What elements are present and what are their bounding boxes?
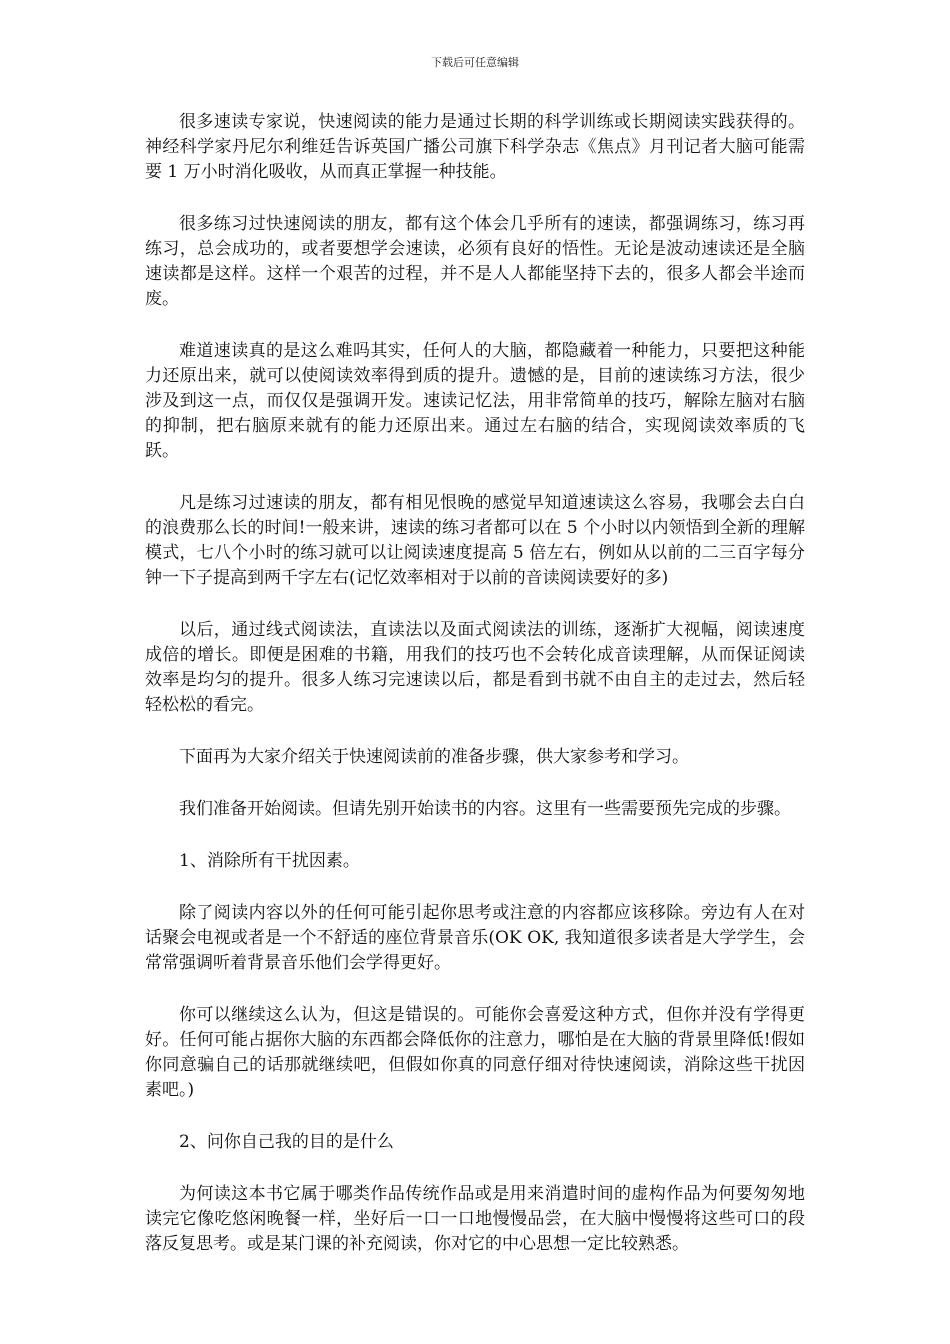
paragraph: 凡是练习过速读的朋友，都有相见恨晚的感觉早知道速读这么容易，我哪会去白白的浪费那么长的时间!一般来讲，速读的练习者都可以在 5 个小时以内领悟到全新的理解模式，七八个小时的练习就可以让阅读速度提高 5 倍左右，例如从以前的二三百字每分钟一下子提高到两千字左右(记忆效率相对于以前的音读阅读要好的多) <box>145 493 805 588</box>
page-header: 下载后可任意编辑 <box>431 56 519 69</box>
document-body <box>145 110 805 1284</box>
paragraph: 你可以继续这么认为，但这是错误的。可能你会喜爱这种方式，但你并没有学得更好。任何可能占据你大脑的东西都会降低你的注意力，哪怕是在大脑的背景里降低!假如你同意骗自己的话那就继续吧，但假如你真的同意仔细对待快速阅读，消除这些干扰因素吧。) <box>145 1005 805 1100</box>
paragraph: 除了阅读内容以外的任何可能引起你思考或注意的内容都应该移除。旁边有人在对话聚会电视或者是一个不舒适的座位背景音乐(OK OK, 我知道很多读者是大学学生，会常常强调听着背景音乐他们会学得更好。 <box>145 903 805 973</box>
section-heading: 1、消除所有干扰因素。 <box>179 851 360 871</box>
paragraph: 很多速读专家说，快速阅读的能力是通过长期的科学训练或长期阅读实践获得的。神经科学家丹尼尔利维廷告诉英国广播公司旗下科学杂志《焦点》月刊记者大脑可能需要 1 万小时消化吸收，从而真正掌握一种技能。 <box>145 112 805 182</box>
paragraph: 下面再为大家介绍关于快速阅读前的准备步骤，供大家参考和学习。 <box>179 747 689 767</box>
paragraph: 很多练习过快速阅读的朋友，都有这个体会几乎所有的速读，都强调练习，练习再练习，总会成功的，或者要想学会速读，必须有良好的悟性。无论是波动速读还是全脑速读都是这样。这样一个艰苦的过程，并不是人人都能坚持下去的，很多人都会半途而废。 <box>145 214 805 309</box>
paragraph: 为何读这本书它属于哪类作品传统作品或是用来消遣时间的虚构作品为何要匆匆地读完它像吃悠闲晚餐一样，坐好后一口一口地慢慢品尝，在大脑中慢慢将这些可口的段落反复思考。或是某门课的补充阅读，你对它的中心思想一定比较熟悉。 <box>145 1184 805 1254</box>
paragraph: 难道速读真的是这么难吗其实，任何人的大脑，都隐藏着一种能力，只要把这种能力还原出来，就可以使阅读效率得到质的提升。遗憾的是，目前的速读练习方法，很少涉及到这一点，而仅仅是强调开发。速读记忆法，用非常简单的技巧，解除左脑对右脑的抑制，把右脑原来就有的能力还原出来。通过左右脑的结合，实现阅读效率质的飞跃。 <box>145 341 805 461</box>
paragraph: 我们准备开始阅读。但请先别开始读书的内容。这里有一些需要预先完成的步骤。 <box>179 799 791 819</box>
paragraph: 以后，通过线式阅读法，直读法以及面式阅读法的训练，逐渐扩大视幅，阅读速度成倍的增长。即便是困难的书籍，用我们的技巧也不会转化成音读理解，从而保证阅读效率是均匀的提升。很多人练习完速读以后，都是看到书就不由自主的走过去，然后轻轻松松的看完。 <box>145 620 805 715</box>
section-heading: 2、问你自己我的目的是什么 <box>179 1132 394 1152</box>
